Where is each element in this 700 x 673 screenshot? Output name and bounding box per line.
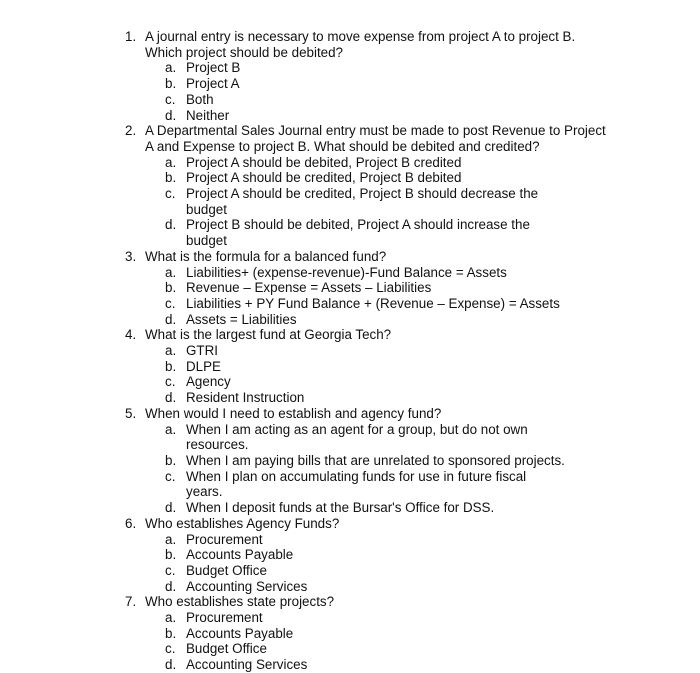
option-text: DLPE <box>186 358 221 374</box>
option-a <box>145 422 700 453</box>
question-6 <box>0 516 700 595</box>
option-b <box>145 453 700 469</box>
question-list <box>0 29 700 673</box>
option-text: Project A <box>186 76 240 92</box>
option-list <box>145 343 700 406</box>
option-list <box>145 610 700 673</box>
option-text: Resident Instruction <box>186 390 305 406</box>
option-text: Accounting Services <box>186 578 308 594</box>
option-a <box>145 155 700 171</box>
option-letter: d. <box>165 578 177 594</box>
option-letter: b. <box>165 547 177 563</box>
option-d <box>145 217 700 248</box>
option-text: Budget Office <box>186 562 267 578</box>
option-letter: b. <box>165 625 177 641</box>
option-letter: c. <box>165 374 176 390</box>
option-b <box>145 170 700 186</box>
option-text: Project B should be debited, Project A should increase the budget <box>186 217 530 249</box>
option-a <box>145 265 700 281</box>
option-letter: a. <box>165 154 177 170</box>
option-text: GTRI <box>186 343 218 359</box>
option-letter: d. <box>165 500 177 516</box>
question-number: 2. <box>125 123 137 139</box>
option-letter: d. <box>165 217 177 233</box>
option-b <box>145 547 700 563</box>
question-text: What is the largest fund at Georgia Tech? <box>145 327 392 343</box>
option-text: Both <box>186 91 214 107</box>
option-letter: b. <box>165 358 177 374</box>
option-d <box>145 500 700 516</box>
option-letter: c. <box>165 91 176 107</box>
option-letter: b. <box>165 76 177 92</box>
option-a <box>145 610 700 626</box>
question-number: 4. <box>125 327 137 343</box>
option-letter: c. <box>165 468 176 484</box>
question-2 <box>0 123 700 249</box>
option-text: Procurement <box>186 610 263 626</box>
option-text: Budget Office <box>186 641 267 657</box>
question-4 <box>0 327 700 406</box>
option-c <box>145 641 700 657</box>
option-c <box>145 186 700 217</box>
option-letter: a. <box>165 610 177 626</box>
question-1 <box>0 29 700 123</box>
option-b <box>145 626 700 642</box>
option-text: Accounts Payable <box>186 625 294 641</box>
option-d <box>145 312 700 328</box>
option-letter: d. <box>165 657 177 673</box>
option-text: Assets = Liabilities <box>186 311 297 327</box>
option-text: Revenue – Expense = Assets – Liabilities <box>186 280 432 296</box>
option-a <box>145 60 700 76</box>
question-text: Who establishes Agency Funds? <box>145 515 340 531</box>
option-list <box>145 532 700 595</box>
option-text: Project A should be credited, Project B should decrease the budget <box>186 186 539 217</box>
option-letter: c. <box>165 562 176 578</box>
option-letter: b. <box>165 280 177 296</box>
option-letter: a. <box>165 264 177 280</box>
option-text: Liabilities+ (expense-revenue)-Fund Balance = Assets <box>186 264 507 280</box>
option-letter: d. <box>165 390 177 406</box>
option-d <box>145 657 700 673</box>
question-5 <box>0 406 700 516</box>
option-text: Agency <box>186 374 231 390</box>
question-number: 6. <box>125 515 137 531</box>
question-text: Who establishes state projects? <box>145 594 335 610</box>
option-c <box>145 296 700 312</box>
option-d <box>145 108 700 124</box>
question-7 <box>0 594 700 673</box>
option-letter: b. <box>165 170 177 186</box>
option-letter: c. <box>165 295 176 311</box>
option-letter: a. <box>165 343 177 359</box>
option-a <box>145 532 700 548</box>
option-text: Project A should be debited, Project B credited <box>186 154 462 170</box>
option-text: Accounting Services <box>186 657 308 673</box>
option-c <box>145 469 700 500</box>
option-b <box>145 359 700 375</box>
option-d <box>145 390 700 406</box>
option-d <box>145 579 700 595</box>
option-c <box>145 374 700 390</box>
option-text: Project B <box>186 60 241 76</box>
option-letter: d. <box>165 107 177 123</box>
question-text: A journal entry is necessary to move expense from project A to project B. Which project should be debited? <box>145 29 576 60</box>
option-letter: a. <box>165 421 177 437</box>
question-number: 7. <box>125 594 137 610</box>
option-text: Procurement <box>186 531 263 547</box>
option-list <box>145 60 700 123</box>
option-b <box>145 76 700 92</box>
option-text: Project A should be credited, Project B debited <box>186 170 462 186</box>
option-list <box>145 155 700 249</box>
option-text: When I am acting as an agent for a group, but do not own resources. <box>186 421 528 453</box>
option-letter: d. <box>165 311 177 327</box>
option-c <box>145 563 700 579</box>
option-c <box>145 92 700 108</box>
option-letter: c. <box>165 186 176 202</box>
option-text: When I am paying bills that are unrelated to sponsored projects. <box>186 452 565 468</box>
option-letter: a. <box>165 531 177 547</box>
question-number: 1. <box>125 29 137 44</box>
option-list <box>145 265 700 328</box>
option-text: Liabilities + PY Fund Balance + (Revenue – Expense) = Assets <box>186 295 560 311</box>
option-list <box>145 422 700 516</box>
question-text: When would I need to establish and agency fund? <box>145 405 442 421</box>
question-text: A Departmental Sales Journal entry must be made to post Revenue to Project A and Expense to project B. What should be debited and credited? <box>145 123 606 154</box>
question-3 <box>0 249 700 328</box>
option-text: When I plan on accumulating funds for use in future fiscal years. <box>186 468 527 500</box>
option-b <box>145 280 700 296</box>
question-number: 3. <box>125 248 137 264</box>
option-text: Neither <box>186 107 230 123</box>
option-letter: b. <box>165 452 177 468</box>
question-number: 5. <box>125 405 137 421</box>
option-letter: a. <box>165 60 177 76</box>
option-text: When I deposit funds at the Bursar's Office for DSS. <box>186 500 495 516</box>
option-text: Accounts Payable <box>186 547 294 563</box>
option-a <box>145 343 700 359</box>
option-letter: c. <box>165 641 176 657</box>
question-text: What is the formula for a balanced fund? <box>145 248 387 264</box>
